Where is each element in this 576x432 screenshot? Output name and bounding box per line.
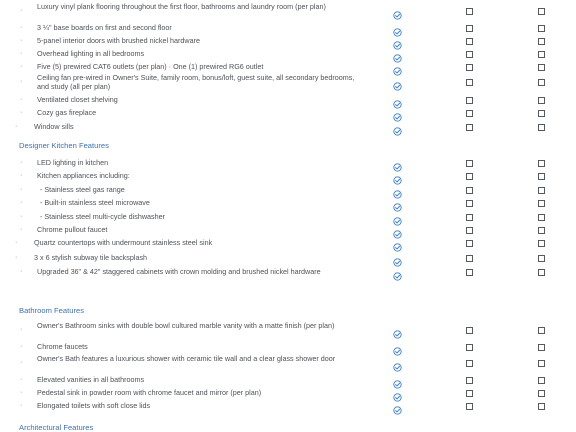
checkbox-icon[interactable] [466, 390, 473, 397]
feature-text: 3 ¼" base boards on first and second floor [37, 23, 172, 32]
feature-row [0, 343, 576, 354]
feature-text: Elevated vanities in all bathrooms [37, 375, 145, 384]
feature-row [0, 355, 576, 374]
feature-text: - Stainless steel gas range [40, 185, 125, 194]
check-circle-icon [393, 172, 402, 181]
check-circle-icon [393, 239, 402, 248]
feature-row [0, 123, 576, 134]
check-circle-icon [393, 63, 402, 72]
feature-row [0, 159, 576, 170]
checkbox-icon[interactable] [538, 110, 545, 117]
feature-row [0, 322, 576, 341]
checkbox-icon[interactable] [538, 38, 545, 45]
check-circle-icon [393, 159, 402, 168]
checkbox-icon[interactable] [466, 79, 473, 86]
bullet-marker: · [20, 389, 23, 396]
feature-text: Owner's Bathroom sinks with double bowl cultured marble vanity with a matte finish (per plan) [37, 321, 335, 330]
feature-text: Chrome pullout faucet [37, 225, 108, 234]
feature-text: 3 x 6 stylish subway tile backsplash [34, 253, 148, 262]
feature-row [0, 254, 576, 265]
checkbox-icon[interactable] [538, 255, 545, 262]
checkbox-icon[interactable] [466, 124, 473, 131]
check-circle-icon [393, 37, 402, 46]
check-circle-icon [393, 226, 402, 235]
checkbox-icon[interactable] [538, 79, 545, 86]
feature-text: Kitchen appliances including: [37, 171, 130, 180]
feature-row [0, 402, 576, 413]
section-heading: Bathroom Features [19, 306, 84, 315]
bullet-marker: · [20, 268, 23, 275]
feature-row [0, 186, 576, 197]
feature-text: Luxury vinyl plank flooring throughout the first floor, bathrooms and laundry room (per plan) [37, 2, 326, 11]
feature-text: Chrome faucets [37, 342, 88, 351]
feature-row [0, 96, 576, 107]
checkbox-icon[interactable] [466, 269, 473, 276]
bullet-marker: · [20, 199, 23, 206]
checkbox-icon[interactable] [466, 360, 473, 367]
feature-text: Cozy gas fireplace [37, 108, 97, 117]
check-circle-icon [393, 78, 402, 87]
checkbox-icon[interactable] [538, 403, 545, 410]
feature-row [0, 74, 576, 93]
checkbox-icon[interactable] [466, 255, 473, 262]
checkbox-icon[interactable] [538, 97, 545, 104]
bullet-marker: · [20, 63, 23, 70]
check-circle-icon [393, 268, 402, 277]
checkbox-icon[interactable] [538, 377, 545, 384]
feature-row [0, 268, 576, 279]
checkbox-icon[interactable] [466, 214, 473, 221]
feature-row [0, 199, 576, 210]
check-circle-icon [393, 376, 402, 385]
check-circle-icon [393, 7, 402, 16]
checkbox-icon[interactable] [466, 97, 473, 104]
checkbox-icon[interactable] [466, 200, 473, 207]
feature-row [0, 50, 576, 61]
checkbox-icon[interactable] [466, 187, 473, 194]
checkbox-icon[interactable] [466, 173, 473, 180]
checkbox-icon[interactable] [466, 344, 473, 351]
bullet-marker: · [15, 239, 18, 246]
checkbox-icon[interactable] [538, 173, 545, 180]
checkbox-icon[interactable] [466, 25, 473, 32]
bullet-marker: · [20, 172, 23, 179]
bullet-marker: · [20, 359, 23, 366]
checkbox-icon[interactable] [538, 390, 545, 397]
check-circle-icon [393, 186, 402, 195]
feature-text: Owner's Bath features a luxurious shower with ceramic tile wall and a clear glass shower door [37, 354, 336, 363]
checkbox-icon[interactable] [538, 8, 545, 15]
bullet-marker: · [20, 376, 23, 383]
checkbox-icon[interactable] [466, 240, 473, 247]
checkbox-icon[interactable] [466, 51, 473, 58]
check-circle-icon [393, 254, 402, 263]
checkbox-icon[interactable] [538, 327, 545, 334]
check-circle-icon [393, 402, 402, 411]
feature-row [0, 63, 576, 74]
checkbox-icon[interactable] [538, 240, 545, 247]
bullet-marker: · [20, 50, 23, 57]
bullet-marker: · [15, 254, 18, 261]
feature-text: Five (5) prewired CAT6 outlets (per plan) · One (1) prewired RG6 outlet [37, 62, 264, 71]
checkbox-icon[interactable] [466, 38, 473, 45]
section-heading: Architectural Features [19, 423, 94, 432]
checkbox-icon[interactable] [538, 360, 545, 367]
feature-text: LED lighting in kitchen [37, 158, 109, 167]
feature-text: 5-panel interior doors with brushed nickel hardware [37, 36, 201, 45]
feature-row [0, 37, 576, 48]
feature-row [0, 213, 576, 224]
feature-row [0, 226, 576, 237]
check-circle-icon [393, 123, 402, 132]
checkbox-icon[interactable] [466, 403, 473, 410]
checkbox-icon[interactable] [538, 269, 545, 276]
bullet-marker: · [20, 109, 23, 116]
feature-row [0, 3, 576, 22]
feature-text: Ceiling fan pre-wired in Owner's Suite, family room, bonus/loft, guest suite, all secondary bedrooms, and study (all per plan) [37, 73, 355, 91]
feature-row [0, 172, 576, 183]
checkbox-icon[interactable] [538, 160, 545, 167]
bullet-marker: · [15, 123, 18, 130]
checkbox-icon[interactable] [538, 187, 545, 194]
bullet-marker: · [20, 24, 23, 31]
check-circle-icon [393, 389, 402, 398]
checkbox-icon[interactable] [466, 110, 473, 117]
bullet-marker: · [20, 7, 23, 14]
feature-row [0, 239, 576, 250]
check-circle-icon [393, 199, 402, 208]
checkbox-icon[interactable] [466, 160, 473, 167]
feature-text: - Stainless steel multi-cycle dishwasher [40, 212, 166, 221]
bullet-marker: · [20, 186, 23, 193]
bullet-marker: · [20, 226, 23, 233]
check-circle-icon [393, 50, 402, 59]
check-circle-icon [393, 326, 402, 335]
checkbox-icon[interactable] [538, 124, 545, 131]
feature-text: Upgraded 36" & 42" staggered cabinets with crown molding and brushed nickel hardware [37, 267, 321, 276]
check-circle-icon [393, 96, 402, 105]
checkbox-icon[interactable] [538, 200, 545, 207]
feature-row [0, 24, 576, 35]
check-circle-icon [393, 359, 402, 368]
bullet-marker: · [20, 78, 23, 85]
check-circle-icon [393, 213, 402, 222]
feature-text: Overhead lighting in all bedrooms [37, 49, 145, 58]
bullet-marker: · [20, 402, 23, 409]
check-circle-icon [393, 343, 402, 352]
check-circle-icon [393, 109, 402, 118]
checkbox-icon[interactable] [538, 51, 545, 58]
bullet-marker: · [20, 326, 23, 333]
feature-row [0, 109, 576, 120]
bullet-marker: · [20, 37, 23, 44]
bullet-marker: · [20, 343, 23, 350]
feature-text: Quartz countertops with undermount stainless steel sink [34, 238, 213, 247]
bullet-marker: · [20, 96, 23, 103]
checkbox-icon[interactable] [538, 64, 545, 71]
feature-row [0, 389, 576, 400]
feature-row [0, 376, 576, 387]
checkbox-icon[interactable] [538, 25, 545, 32]
checkbox-icon[interactable] [466, 227, 473, 234]
checkbox-icon[interactable] [538, 344, 545, 351]
section-heading: Designer Kitchen Features [19, 141, 109, 150]
checkbox-icon[interactable] [466, 64, 473, 71]
feature-text: Window sills [34, 122, 74, 131]
feature-text: Ventilated closet shelving [37, 95, 118, 104]
bullet-marker: · [20, 213, 23, 220]
feature-text: - Built-in stainless steel microwave [40, 198, 150, 207]
checkbox-icon[interactable] [538, 214, 545, 221]
check-circle-icon [393, 24, 402, 33]
bullet-marker: · [20, 159, 23, 166]
checkbox-icon[interactable] [466, 327, 473, 334]
feature-text: Pedestal sink in powder room with chrome faucet and mirror (per plan) [37, 388, 262, 397]
checkbox-icon[interactable] [466, 377, 473, 384]
checkbox-icon[interactable] [538, 227, 545, 234]
checkbox-icon[interactable] [466, 8, 473, 15]
feature-text: Elongated toilets with soft close lids [37, 401, 151, 410]
